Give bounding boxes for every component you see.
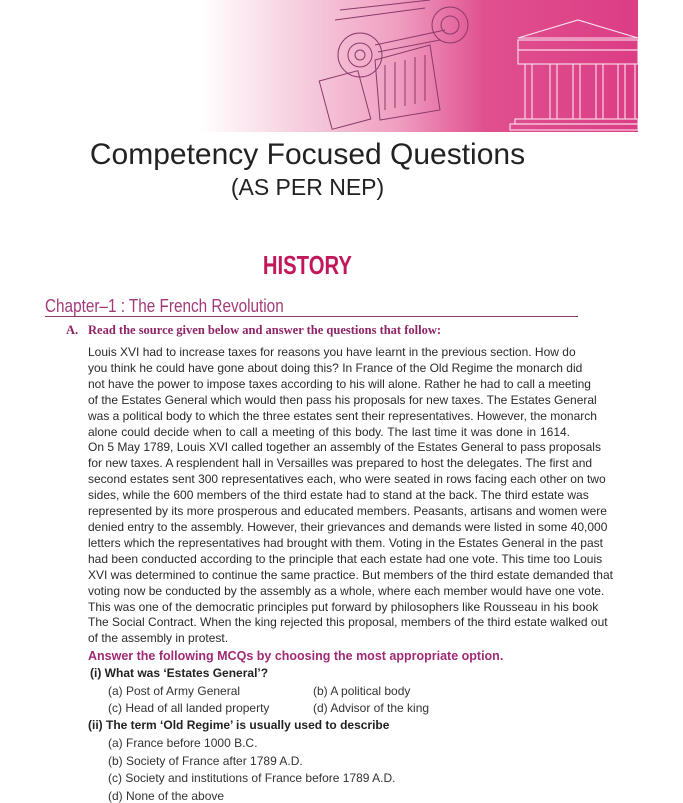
passage-line: This was one of the democratic principles put forward by philosophers like Rousseau in his book <box>88 599 599 614</box>
option-2b: (b) Society of France after 1789 A.D. <box>108 754 303 768</box>
instruction-text: Read the source given below and answer the questions that follow: <box>88 323 442 337</box>
passage-line: had been conducted according to the principle that each estate had one vote. This time too Louis <box>88 551 603 566</box>
passage-line: Louis XVI had to increase taxes for reasons you have learnt in the previous section. How do <box>88 345 576 359</box>
option-2c: (c) Society and institutions of France before 1789 A.D. <box>108 771 396 785</box>
section-a-instruction <box>66 323 441 338</box>
passage-line: voting now be conducted by the assembly as a whole, where each member would have one vote. <box>88 583 605 598</box>
option-1d: (d) Advisor of the king <box>313 701 430 715</box>
passage-line: The Social Contract. When the king rejected this proposal, members of the third estate walked out <box>88 615 608 630</box>
passage-line: for new taxes. A resplendent hall in Versailles was prepared to host the delegates. The first and <box>88 456 593 471</box>
option-1c: (c) Head of all landed property <box>108 701 270 715</box>
passage-line: of the assembly in protest. <box>88 631 229 646</box>
passage-line: letters which the representatives had brought with them. Voting in the Estates General in the past <box>88 535 603 550</box>
passage-line: represented by its more prosperous and educated members. Peasants, artisans and women were <box>88 504 607 519</box>
passage-line: was a political body to which the three estates sent their representatives. However, the monarch <box>88 408 597 423</box>
passage-line: denied entry to the assembly. However, their grievances and demands were listed in some 40,000 <box>88 519 608 534</box>
option-2a: (a) France before 1000 B.C. <box>108 736 258 750</box>
section-label: A. <box>66 323 79 337</box>
passage-line: alone could decide when to call a meeting of this body. The last time it was done in 1614. <box>88 424 570 439</box>
passage-line: sides, while the 600 members of the third estate had to stand at the back. The third estate was <box>88 488 589 503</box>
passage-line: On 5 May 1789, Louis XVI called together an assembly of the Estates General to pass proposals <box>88 440 601 455</box>
mcq-instruction: Answer the following MCQs by choosing the most appropriate option. <box>88 649 504 663</box>
passage-line: you think he could have gone about doing this? In France of the Old Regime the monarch did <box>88 360 583 375</box>
source-passage <box>88 345 613 647</box>
chapter-divider <box>45 316 578 317</box>
passage-line: not have the power to impose taxes according to his will alone. Rather he had to call a meeting <box>88 376 591 391</box>
page-subtitle: (AS PER NEP) <box>230 174 385 200</box>
subject-heading: HISTORY <box>262 250 352 280</box>
question-2: (ii) The term ‘Old Regime’ is usually used to describe <box>88 718 390 732</box>
greek-architecture-illustration <box>200 0 638 132</box>
passage-line: XVI was determined to continue the same practice. But members of the third estate demanded that <box>88 567 613 582</box>
option-1b: (b) A political body <box>313 684 411 698</box>
passage-line: of the Estates General which would then pass his proposals for new taxes. The Estates General <box>88 392 597 407</box>
option-1a: (a) Post of Army General <box>108 684 241 698</box>
chapter-heading: Chapter–1 : The French Revolution <box>45 296 284 316</box>
question-1: (i) What was ‘Estates General’? <box>90 666 269 680</box>
passage-line: second estates sent 300 representatives each, who were seated in rows facing each other on two <box>88 472 606 487</box>
header-banner-illustration <box>200 0 638 132</box>
option-2d: (d) None of the above <box>108 789 225 803</box>
page-title: Competency Focused Questions <box>89 138 526 171</box>
